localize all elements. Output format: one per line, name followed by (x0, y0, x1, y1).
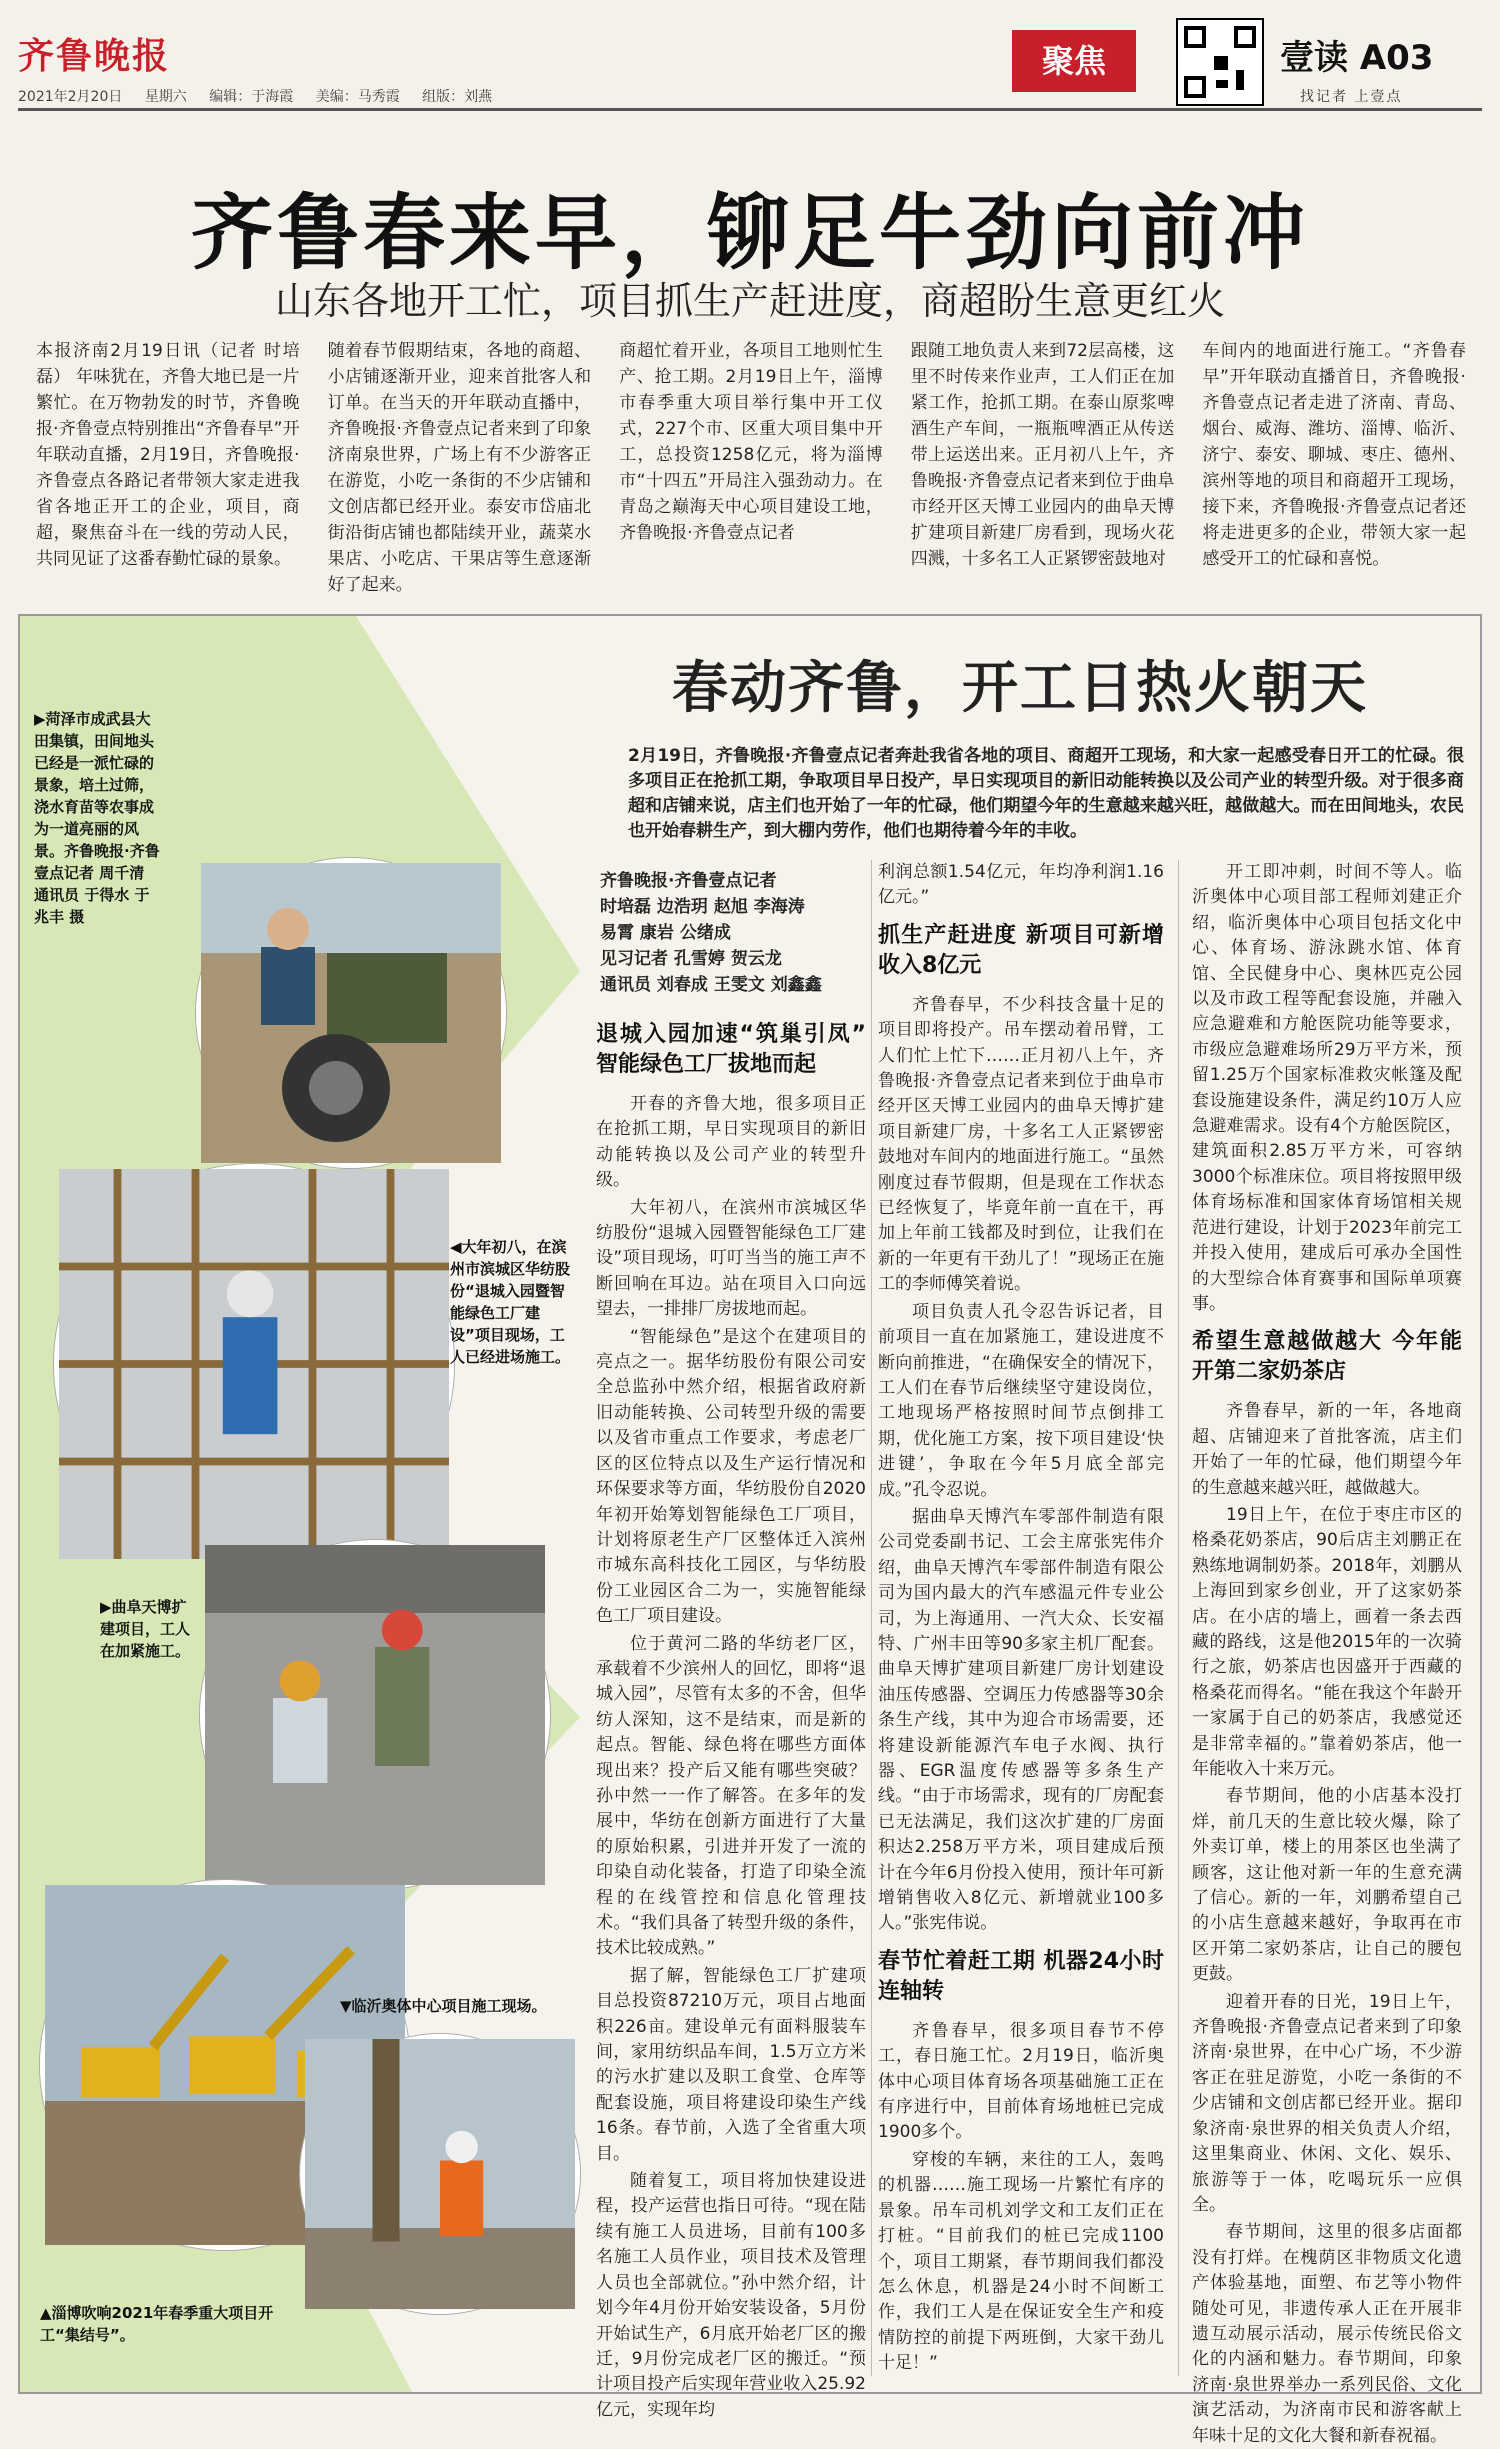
paragraph: “智能绿色”是这个在建项目的亮点之一。据华纺股份有限公司安全总监孙中然介绍，根据省政府新旧动能转换、公司转型升级的需要以及省市重点工作要求，考虑老厂区的区位特点以及生产运行情况和环保要求等方面，华纺股份自2020年初开始筹划智能绿色工厂项目，计划将原老生产厂区整体迁入滨州市城东高科技化工园区，与华纺股份工业园区合二为一，实施智能绿色工厂项目建设。 (596, 1326, 866, 1627)
page-number: 壹读 A03 (1280, 38, 1434, 78)
byline-line: 易霄 康岩 公绪成 (600, 923, 731, 943)
paragraph: 项目负责人孔令忍告诉记者，目前项目一直在加紧施工，建设进度不断向前推进，“在确保安全的情况下，工人们在春节后继续坚守建设岗位，工地现场严格按照时间节点倒排工期，优化施工方案，按下项目建设‘快进键’，争取在今年5月底全部完成。”孔令忍说。 (878, 1301, 1164, 1500)
issue-meta (18, 86, 510, 106)
photo-pile-driver (300, 2034, 580, 2314)
feature-title: 春动齐鲁，开工日热火朝天 (672, 655, 1368, 721)
column-divider (1178, 860, 1179, 2376)
article-column-a (596, 1010, 866, 2420)
lead-column: 车间内的地面进行施工。“齐鲁春早”开年联动直播首日，齐鲁晚报·齐鲁壹点记者走进了济南、青岛、烟台、威海、潍坊、淄博、临沂、济宁、泰安、聊城、枣庄、德州、滨州等地的项目和商超开工现场，接下来，齐鲁晚报·齐鲁壹点记者还将走进更多的企业，带领大家一起感受开工的忙碌和喜悦。 (1202, 341, 1466, 569)
photo-farmer-tiller (196, 858, 506, 1168)
issue-date: 2021年2月20日 (18, 89, 123, 105)
paragraph: 迎着开春的日光，19日上午，齐鲁晚报·齐鲁壹点记者来到了印象济南·泉世界，在中心广场，不少游客正在驻足游览，小吃一条街的不少店铺和文创店都已经开业。据印象济南·泉世界的相关负责人介绍，这里集商业、休闲、文化、娱乐、旅游等于一体，吃喝玩乐一应俱全。 (1192, 1991, 1462, 2215)
feature-intro: 2月19日，齐鲁晚报·齐鲁壹点记者奔赴我省各地的项目、商超开工现场，和大家一起感受春日开工的忙碌。很多项目正在抢抓工期，争取项目早日投产，早日实现项目的新旧动能转换以及公司产业的转型升级。对于很多商超和店铺来说，店主们也开始了一年的忙碌，他们期望今年的生意越来越兴旺，越做越大。而在田间地头，农民也开始春耕生产，到大棚内劳作，他们也期待着今年的丰收。 (628, 746, 1464, 841)
photo-caption: ▲淄博吹响2021年春季重大项目开工“集结号”。 (40, 2304, 274, 2344)
article-column-b (878, 860, 1164, 2376)
photo-caption: ▶曲阜天博扩建项目，工人在加紧施工。 (100, 1598, 191, 1660)
masthead-rule (18, 108, 1482, 111)
newspaper-logo: 齐鲁晚报 (18, 35, 171, 77)
issue-weekday: 星期六 (144, 89, 187, 105)
paragraph: 位于黄河二路的华纺老厂区，承载着不少滨州人的回忆，即将“退城入园”，尽管有太多的不舍，但华纺人深知，这不是结束，而是新的起点。智能、绿色将在哪些方面体现出来？投产后又能有哪些突破？孙中然一一作了解答。在多年的发展中，华纺在创新方面进行了大量的原始积累，引进并开发了一流的印染自动化装备，打造了印染全流程的在线管控和信息化管理技术。“我们具备了转型升级的条件，技术比较成熟。” (596, 1633, 866, 1959)
byline (600, 868, 880, 998)
paragraph: 春节期间，这里的很多店面都没有打烊。在槐荫区非物质文化遗产体验基地，面塑、布艺等小物件随处可见，非遗传承人正在开展非遗互动展示活动，展示传统民俗文化的内涵和魅力。春节期间，印象济南·泉世界举办一系列民俗、文化演艺活动，为济南市民和游客献上年味十足的文化大餐和新春祝福。 (1192, 2222, 1462, 2446)
page-slogan: 找记者 上壹点 (1300, 89, 1403, 105)
byline-line: 齐鲁晚报·齐鲁壹点记者 (600, 871, 777, 891)
paragraph: 春节期间，他的小店基本没打烊，前几天的生意比较火爆，除了外卖订单，楼上的用茶区也坐满了顾客，这让他对新一年的生意充满了信心。新的一年，刘鹏希望自己的小店生意越来越好，争取再在市区开第二家奶茶店，让自己的腰包更鼓。 (1192, 1786, 1462, 1985)
lead-column: 本报济南2月19日讯（记者 时培磊） 年味犹在，齐鲁大地已是一片繁忙。在万物勃发的时节，齐鲁晚报·齐鲁壹点特别推出“齐鲁春早”开年联动直播，2月19日，齐鲁晚报·齐鲁壹点各路记者带领大家走进我省各地正开工的企业，项目，商超，聚焦奋斗在一线的劳动人民，共同见证了这番春勤忙碌的景象。 (36, 341, 300, 569)
photo-concrete-workers (200, 1540, 550, 1890)
paragraph: 据曲阜天博汽车零部件制造有限公司党委副书记、工会主席张宪伟介绍，曲阜天博汽车零部件制造有限公司为国内最大的汽车感温元件专业公司，为上海通用、一汽大众、长安福特、广州丰田等90多家主机厂配套。曲阜天博扩建项目新建厂房计划建设油压传感器、空调压力传感器等30余条生产线，其中为迎合市场需要，还将建设新能源汽车电子水阀、执行器、EGR温度传感器等多条生产线。“由于市场需求，现有的厂房配套已无法满足，我们这次扩建的厂房面积达2.258万平方米，项目建成后预计在今年6月份投入使用，预计年可新增销售收入8亿元、新增就业100多人。”张宪伟说。 (878, 1506, 1164, 1934)
byline-line: 见习记者 孔雪婷 贺云龙 (600, 949, 782, 969)
article-column-c (1192, 860, 1462, 2446)
photo-caption: ▶菏泽市成武县大田集镇，田间地头已经是一派忙碌的景象，培土过筛，浇水育苗等农事成为一道亮丽的风景。齐鲁晚报·齐鲁壹点记者 周千清 通讯员 于得水 于兆丰 摄 (34, 710, 160, 926)
lead-article (36, 338, 1466, 603)
paragraph: 开工即冲刺，时间不等人。临沂奥体中心项目部工程师刘建正介绍，临沂奥体中心项目包括文化中心、体育场、游泳跳水馆、体育馆、全民健身中心、奥林匹克公园以及市政工程等配套设施，并融入应急避难和方舱医院功能等要求，市级应急避难场所29万平方米，预留1.25万个国家标准救灾帐篷及配套设施建设条件，满足约10万人应急避难需求。设有4个方舱医院区，建筑面积2.85万平方米，可容纳3000个标准床位。项目将按照甲级体育场标准和国家体育场馆相关规范进行建设，计划于2023年前完工并投入使用，建成后可承办全国性的大型综合体育赛事和国际单项赛事。 (1192, 862, 1462, 1314)
section-heading: 希望生意越做越大 今年能开第二家奶茶店 (1192, 1329, 1462, 1385)
paragraph: 大年初八，在滨州市滨城区华纺股份“退城入园暨智能绿色工厂建设”项目现场，叮叮当当的施工声不断回响在耳边。站在项目入口向远望去，一排排厂房拔地而起。 (596, 1197, 866, 1320)
paragraph: 穿梭的车辆，来往的工人，轰鸣的机器……施工现场一片繁忙有序的景象。吊车司机刘学文和工友们正在打桩。“目前我们的桩已完成1100个，项目工期紧，春节期间我们都没怎么休息，机器是24小时不间断工作，我们工人是在保证安全生产和疫情防控的前提下两班倒，大家干劲儿十足！” (878, 2149, 1164, 2374)
paragraph: 齐鲁春早，新的一年，各地商超、店铺迎来了首批客流，店主们开始了一年的忙碌，他们期望今年的生意越来越兴旺，越做越大。 (1192, 1401, 1462, 1498)
paragraph: 开春的齐鲁大地，很多项目正在抢抓工期，早日实现项目的新旧动能转换以及公司产业的转型升级。 (596, 1094, 866, 1191)
paragraph: 利润总额1.54亿元，年均净利润1.16亿元。” (878, 862, 1164, 908)
editor-credit: 编辑：于海霞 (209, 89, 294, 105)
section-heading: 退城入园加速“筑巢引凤” 智能绿色工厂拔地而起 (596, 1022, 866, 1077)
paragraph: 19日上午，在位于枣庄市区的格桑花奶茶店，90后店主刘鹏正在熟练地调制奶茶。2018年，刘鹏从上海回到家乡创业，开了这家奶茶店。在小店的墙上，画着一条去西藏的路线，这是他2015年的一次骑行之旅，奶茶店也因盛开于西藏的格桑花而得名。“能在我这个年龄开一家属于自己的奶茶店，我感觉还是非常幸福的。”靠着奶茶店，他一年能收入十来万元。 (1192, 1504, 1462, 1779)
section-tab: 聚焦 (1012, 30, 1136, 92)
section-heading: 春节忙着赶工期 机器24小时连轴转 (878, 1948, 1164, 2004)
art-editor-credit: 美编：马秀霞 (315, 89, 400, 105)
layout-credit: 组版：刘燕 (422, 89, 493, 105)
qr-code-icon[interactable] (1176, 18, 1264, 106)
lead-column: 跟随工地负责人来到72层高楼，这里不时传来作业声，工人们正在加紧工作，抢抓工期。在泰山原浆啤酒生产车间，一瓶瓶啤酒正从传送带上运送出来。正月初八上午，齐鲁晚报·齐鲁壹点记者来到位于曲阜市经开区天博工业园内的曲阜天博扩建项目新建厂房看到，现场火花四溅，十多名工人正紧锣密鼓地对 (910, 341, 1175, 569)
paragraph: 据了解，智能绿色工厂扩建项目总投资87210万元，项目占地面积226亩。建设单元有面料服装车间，家用纺织品车间，1.5万立方米的污水扩建以及职工食堂、仓库等配套设施，项目将建设印染生产线16条。春节前，入选了全省重大项目。 (596, 1965, 866, 2164)
byline-line: 通讯员 刘春成 王雯文 刘鑫鑫 (600, 975, 822, 995)
section-heading: 抓生产赶进度 新项目可新增收入8亿元 (878, 922, 1164, 978)
photo-caption: ▼临沂奥体中心项目施工现场。 (340, 1997, 547, 2015)
paragraph: 齐鲁春早，很多项目春节不停工，春日施工忙。2月19日，临沂奥体中心项目体育场各项基础施工正在有序进行中，目前体育场地桩已完成1900多个。 (878, 2020, 1164, 2143)
photo-scaffold-worker (54, 1164, 454, 1564)
lead-column: 商超忙着开业，各项目工地则忙生产、抢工期。2月19日上午，淄博市春季重大项目举行集中开工仪式，227个市、区重大项目集中开工，总投资1258亿元，将为淄博市“十四五”开局注入强劲动力。在青岛之巅海天中心项目建设工地，齐鲁晚报·齐鲁壹点记者 (619, 341, 883, 543)
lead-column: 随着春节假期结束，各地的商超、小店铺逐渐开业，迎来首批客人和订单。在当天的开年联动直播中，齐鲁晚报·齐鲁壹点记者来到了印象济南泉世界，广场上有不少游客正在游览，小吃一条街的不少店铺和文创店都已经开业。泰安市岱庙北街沿街店铺也都陆续开业，蔬菜水果店、小吃店、干果店等生意逐渐好了起来。 (327, 341, 592, 595)
main-subheadline: 山东各地开工忙，项目抓生产赶进度，商超盼生意更红火 (274, 279, 1225, 323)
paragraph: 齐鲁春早，不少科技含量十足的项目即将投产。吊车摆动着吊臂，工人们忙上忙下……正月初八上午，齐鲁晚报·齐鲁壹点记者来到位于曲阜市经开区天博工业园内的曲阜天博扩建项目新建厂房，十多名工人正紧锣密鼓地对车间内的地面进行施工。“虽然刚度过春节假期，但是现在工作状态已经恢复了，毕竟年前一直在干，再加上年前工钱都及时到位，让我们在新的一年更有干劲儿了！”现场正在施工的李师傅笑着说。 (878, 994, 1164, 1295)
paragraph: 随着复工，项目将加快建设进程，投产运营也指日可待。“现在陆续有施工人员进场，目前有100多名施工人员作业，项目技术及管理人员也全部就位。”孙中然介绍，计划今年4月份开始安装设备，5月份开始试生产，6月底开始老厂区的搬迁，9月份完成老厂区的搬迁。“预计项目投产后实现年营业收入25.92亿元，实现年均 (596, 2171, 866, 2420)
main-headline: 齐鲁春来早，铆足牛劲向前冲 (190, 185, 1309, 281)
column-divider (871, 860, 872, 2376)
photo-caption: ◀大年初八，在滨州市滨城区华纺股份“退城入园暨智能绿色工厂建设”项目现场，工人已经进场施工。 (450, 1238, 571, 1366)
byline-line: 时培磊 边浩玥 赵旭 李海涛 (600, 897, 805, 917)
